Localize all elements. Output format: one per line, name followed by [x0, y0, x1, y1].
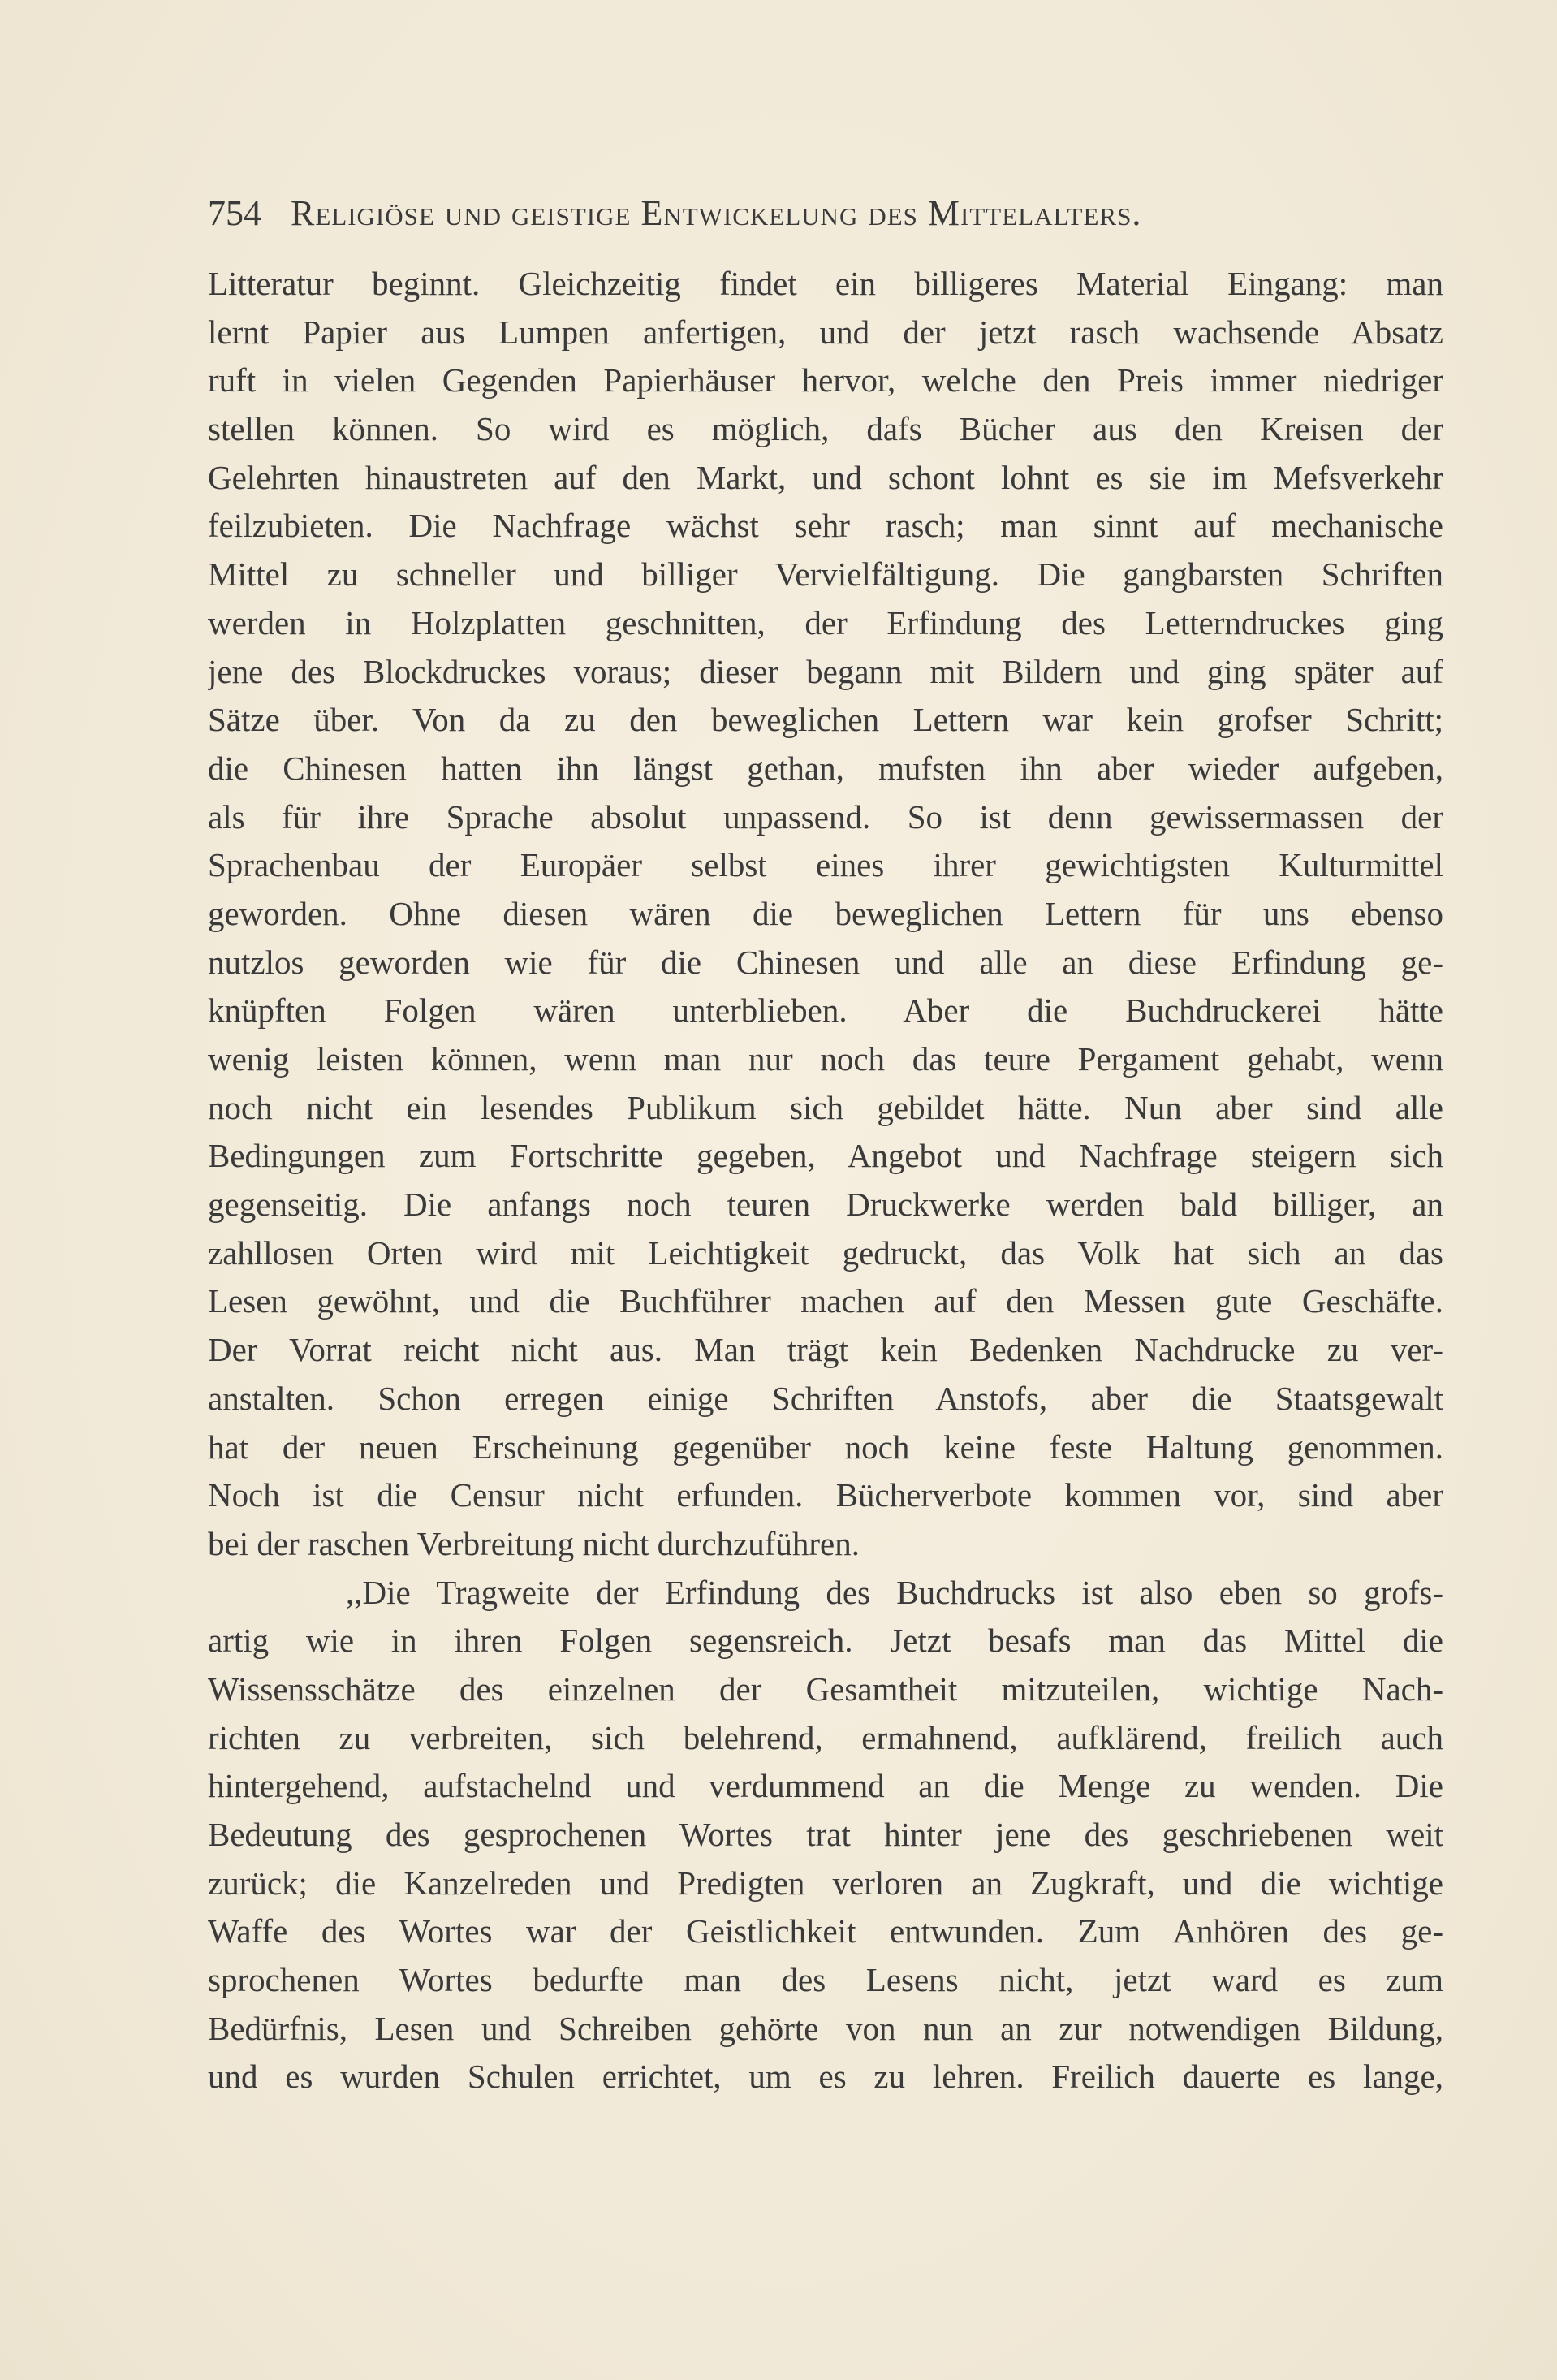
text-line: stellen können. So wird es möglich, dafs Bücher aus den Kreisen der — [208, 410, 1443, 448]
text-line: lernt Papier aus Lumpen anfertigen, und der jetzt rasch wachsende Absatz — [208, 313, 1443, 351]
page-header — [208, 185, 1361, 242]
text-line: Waffe des Wortes war der Geistlichkeit entwunden. Zum Anhören des ge- — [208, 1912, 1443, 1950]
text-line: geworden. Ohne diesen wären die beweglichen Lettern für uns ebenso — [208, 894, 1443, 932]
text-line: ruft in vielen Gegenden Papierhäuser hervor, welche den Preis immer niedriger — [208, 361, 1443, 400]
text-line: wenig leisten können, wenn man nur noch das teure Pergament gehabt, wenn — [208, 1040, 1443, 1078]
text-line: sprochenen Wortes bedurfte man des Lesens nicht, jetzt ward es zum — [208, 1961, 1443, 1999]
text-line: Noch ist die Censur nicht erfunden. Bücherverbote kommen vor, sind aber — [208, 1476, 1443, 1514]
paragraph-first-line: ,,Die Tragweite der Erfindung des Buchdrucks ist also eben so grofs- — [346, 1573, 1443, 1611]
text-line: Lesen gewöhnt, und die Buchführer machen auf den Messen gute Geschäfte. — [208, 1282, 1443, 1320]
text-line: noch nicht ein lesendes Publikum sich gebildet hätte. Nun aber sind alle — [208, 1088, 1443, 1126]
text-line: zahllosen Orten wird mit Leichtigkeit gedruckt, das Volk hat sich an das — [208, 1233, 1443, 1272]
body-text — [208, 260, 1443, 2101]
running-head: Religiöse und geistige Entwickelung des Mittelalters. — [291, 193, 1142, 233]
text-line: Der Vorrat reicht nicht aus. Man trägt kein Bedenken Nachdrucke zu ver- — [208, 1331, 1443, 1369]
text-line: Sätze über. Von da zu den beweglichen Lettern war kein grofser Schritt; — [208, 701, 1443, 739]
text-line: richten zu verbreiten, sich belehrend, ermahnend, aufklärend, freilich auch — [208, 1718, 1443, 1756]
text-line: gegenseitig. Die anfangs noch teuren Druckwerke werden bald billiger, an — [208, 1186, 1443, 1224]
text-line: Bedeutung des gesprochenen Wortes trat hinter jene des geschriebenen weit — [208, 1816, 1443, 1853]
text-line: Sprachenbau der Europäer selbst eines ihrer gewichtigsten Kulturmittel — [208, 846, 1443, 884]
text-line: Mittel zu schneller und billiger Vervielfältigung. Die gangbarsten Schriften — [208, 555, 1443, 594]
text-line: als für ihre Sprache absolut unpassend. So ist denn gewissermassen der — [208, 797, 1443, 836]
text-line: die Chinesen hatten ihn längst gethan, mufsten ihn aber wieder aufgeben, — [208, 749, 1443, 787]
text-line: hat der neuen Erscheinung gegenüber noch keine feste Haltung genommen. — [208, 1428, 1443, 1466]
text-line: werden in Holzplatten geschnitten, der Erfindung des Letterndruckes ging — [208, 603, 1443, 641]
text-line: jene des Blockdruckes voraus; dieser begann mit Bildern und ging später auf — [208, 652, 1443, 690]
text-line: und es wurden Schulen errichtet, um es zu lehren. Freilich dauerte es lange, — [208, 2058, 1443, 2096]
text-line: Bedingungen zum Fortschritte gegeben, Angebot und Nachfrage steigern sich — [208, 1137, 1443, 1175]
text-line: nutzlos geworden wie für die Chinesen und alle an diese Erfindung ge- — [208, 943, 1443, 981]
text-line: Wissensschätze des einzelnen der Gesamtheit mitzuteilen, wichtige Nach- — [208, 1669, 1443, 1708]
text-line: feilzubieten. Die Nachfrage wächst sehr rasch; man sinnt auf mechanische — [208, 507, 1443, 545]
text-line: Litteratur beginnt. Gleichzeitig findet ein billigeres Material Eingang: man — [208, 265, 1443, 302]
text-line: artig wie in ihren Folgen segensreich. Jetzt besafs man das Mittel die — [208, 1622, 1443, 1660]
text-line: anstalten. Schon erregen einige Schriften Anstofs, aber die Staatsgewalt — [208, 1379, 1443, 1417]
text-line: knüpften Folgen wären unterblieben. Aber die Buchdruckerei hätte — [208, 991, 1443, 1030]
page-number: 754 — [208, 193, 261, 233]
text-line: zurück; die Kanzelreden und Predigten verloren an Zugkraft, und die wichtige — [208, 1864, 1443, 1902]
text-line: Bedürfnis, Lesen und Schreiben gehörte von nun an zur notwendigen Bildung, — [208, 2009, 1443, 2047]
text-line: Gelehrten hinaustreten auf den Markt, und schont lohnt es sie im Mefsverkehr — [208, 458, 1443, 496]
paragraph-last-line: bei der raschen Verbreitung nicht durchzuführen. — [208, 1524, 860, 1562]
text-line: hintergehend, aufstachelnd und verdummend an die Menge zu wenden. Die — [208, 1767, 1443, 1805]
